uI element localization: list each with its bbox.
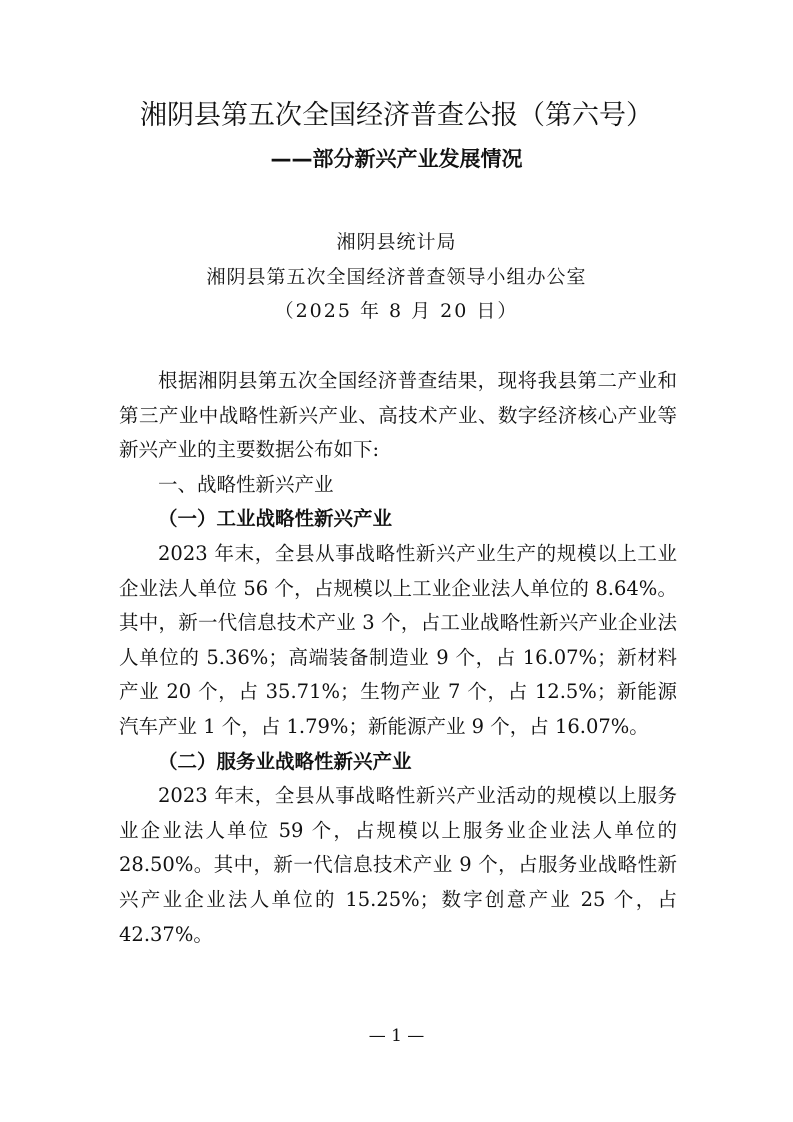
document-body <box>119 364 677 952</box>
document-title: 湘阴县第五次全国经济普查公报（第六号） <box>140 100 653 131</box>
subsection-heading-services: （二）服务业战略性新兴产业 <box>158 749 412 773</box>
industrial-paragraph: 2023 年末，全县从事战略性新兴产业生产的规模以上工业企业法人单位 56 个，占规模以上工业企业法人单位的 8.64%。其中，新一代信息技术产业 3 个，占工业战略性新兴产业企业法人单位的 5.36%；高端装备制造业 9 个，占 16.07%；新材料产业 20 个，占 35.71%；生物产业 7 个，占 12.5%；新能源汽车产业 1 个，占 1.79%；新能源产业 9 个，占 16.07%。 <box>119 541 677 738</box>
issue-date: （2025 年 8 月 20 日） <box>274 300 519 322</box>
intro-paragraph: 根据湘阴县第五次全国经济普查结果，现将我县第二产业和第三产业中战略性新兴产业、高技术产业、数字经济核心产业等新兴产业的主要数据公布如下: <box>119 369 677 462</box>
document-subtitle: ——部分新兴产业发展情况 <box>270 147 523 171</box>
page-number: — 1 — <box>368 1026 425 1046</box>
issuer-statistics-bureau: 湘阴县统计局 <box>336 231 457 253</box>
issuer-census-office: 湘阴县第五次全国经济普查领导小组办公室 <box>206 266 587 288</box>
services-paragraph: 2023 年末，全县从事战略性新兴产业活动的规模以上服务业企业法人单位 59 个，占规模以上服务业企业法人单位的 28.50%。其中，新一代信息技术产业 9 个，占服务业战略性新兴产业企业法人单位的 15.25%；数字创意产业 25 个，占 42.37%。 <box>119 784 677 946</box>
subsection-heading-industrial: （一）工业战略性新兴产业 <box>158 507 393 531</box>
section-heading-strategic-emerging: 一、战略性新兴产业 <box>158 472 334 496</box>
